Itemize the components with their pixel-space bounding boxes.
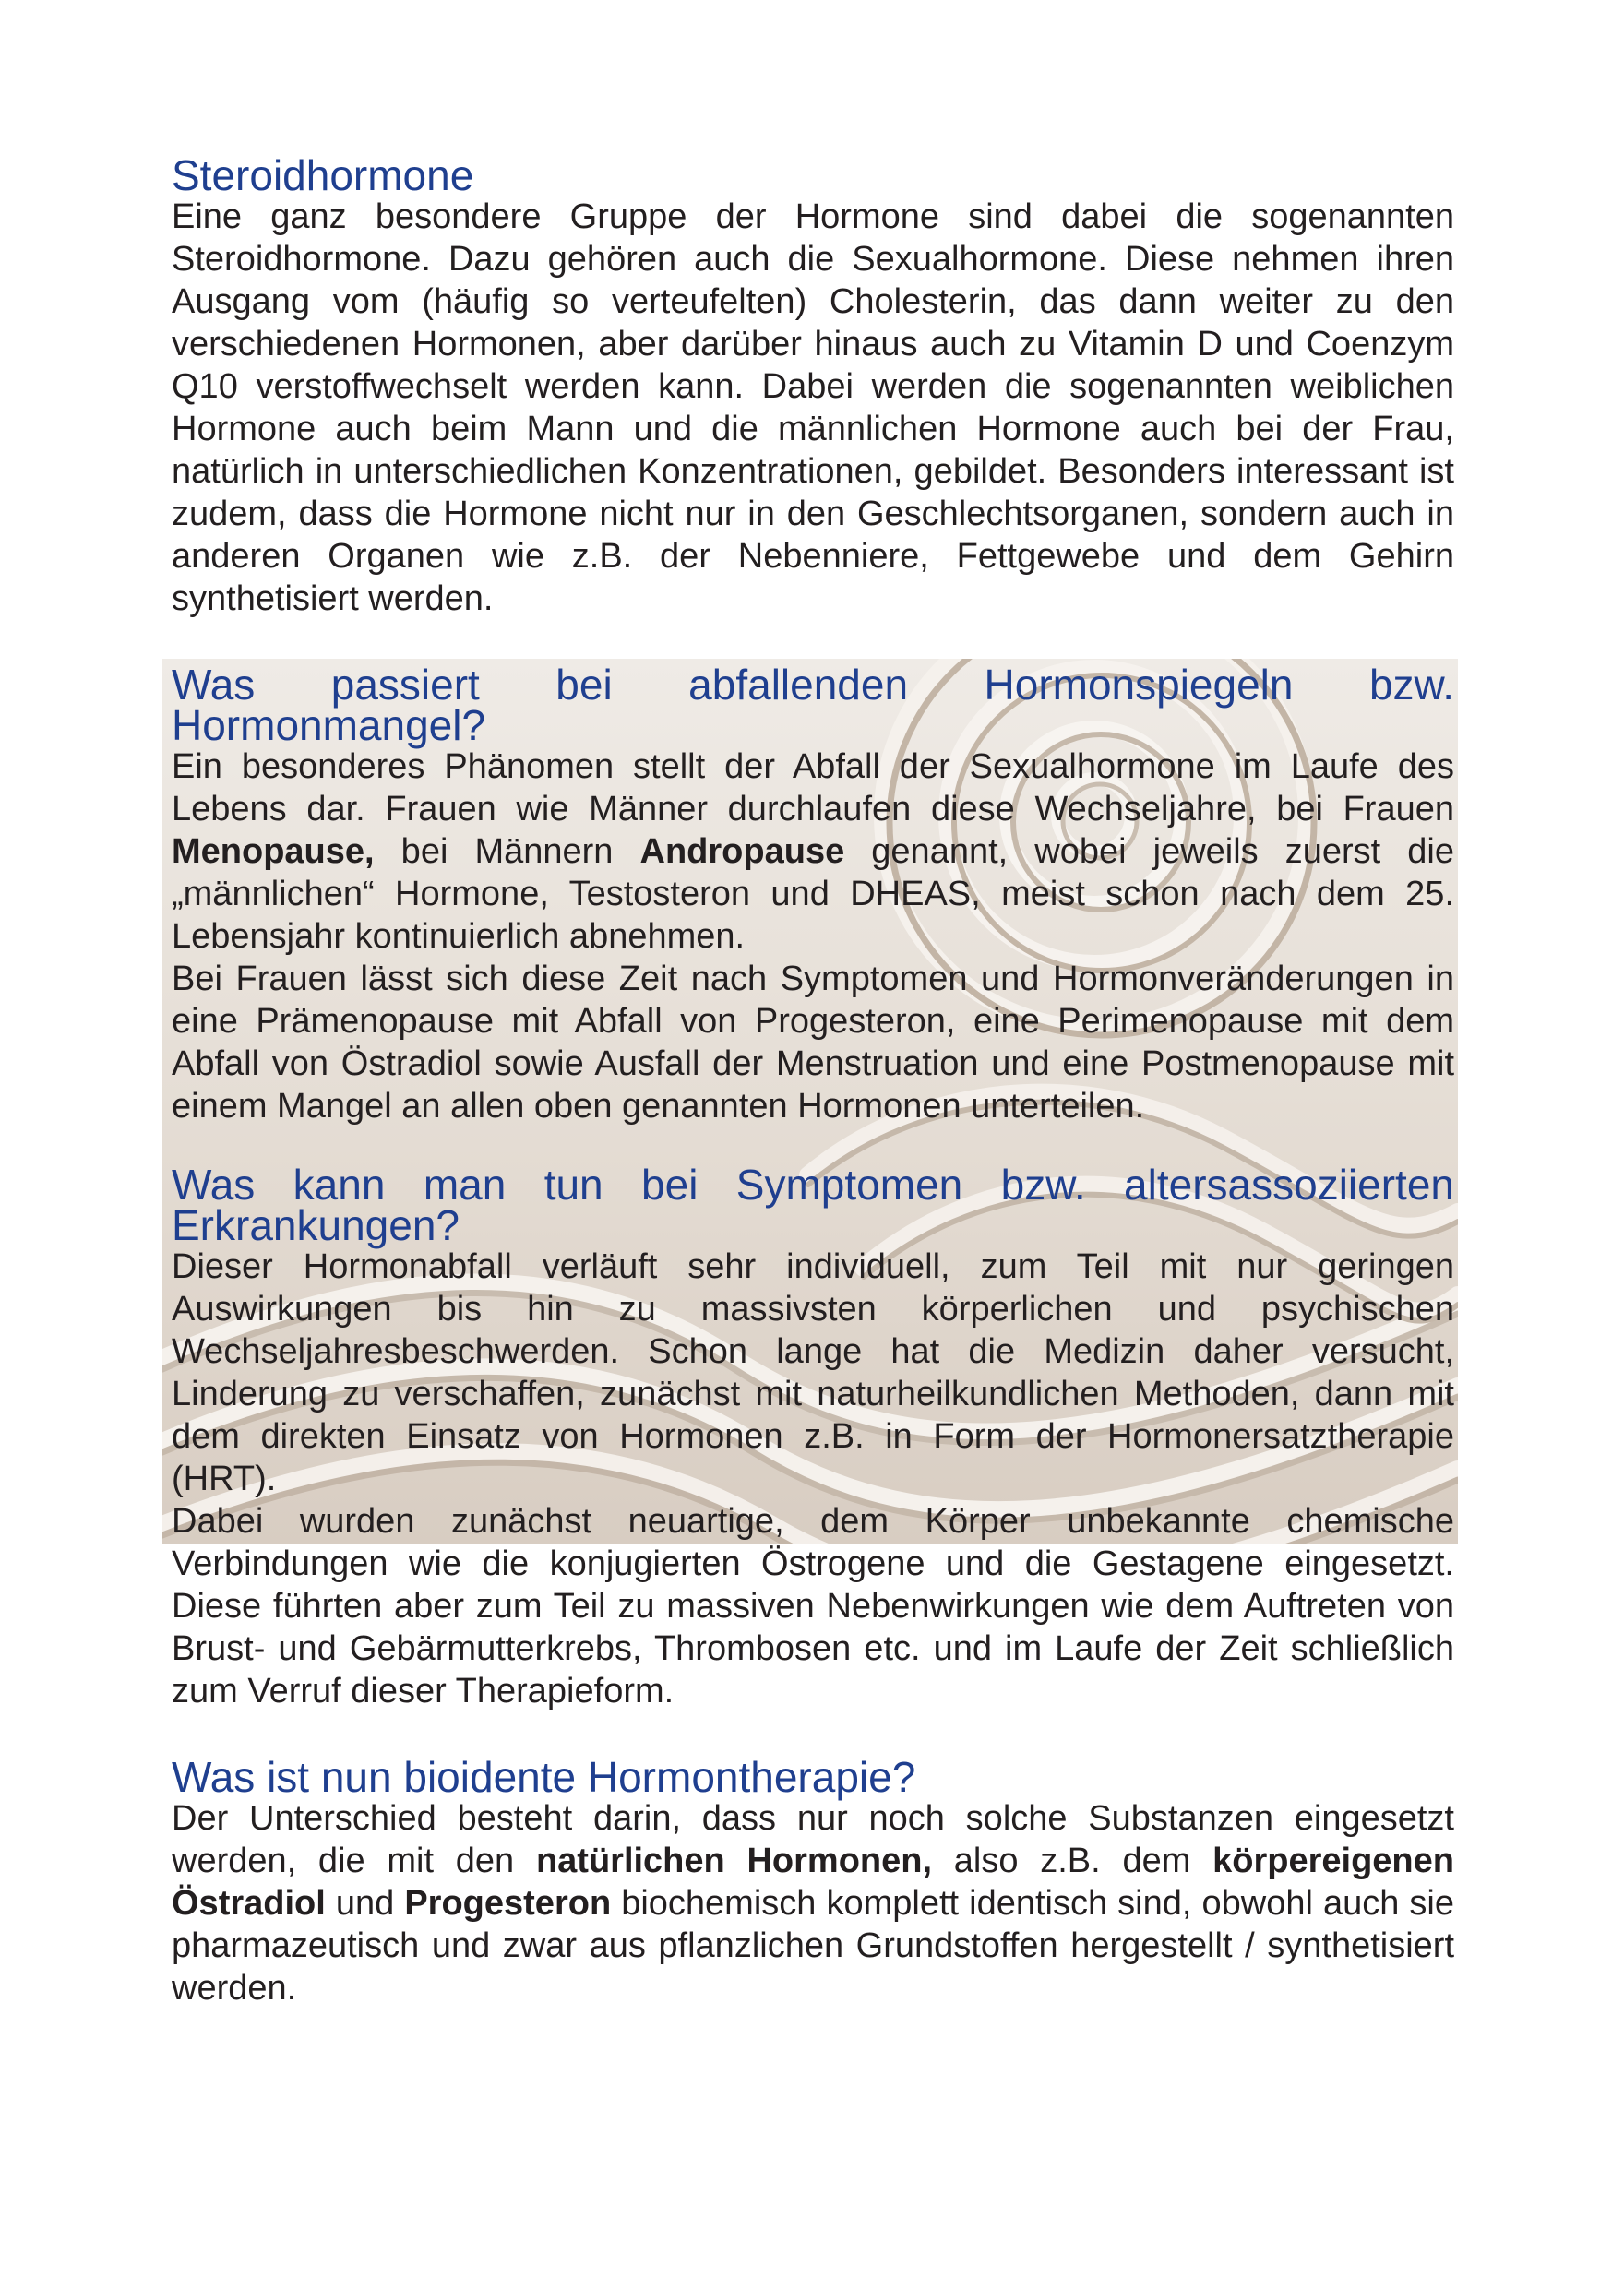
section-heading-hormonmangel: Was passiert bei abfallenden Hormonspiegeln bzw. Hormonmangel?: [172, 661, 1454, 749]
paragraph-symptome-1: [172, 1246, 1454, 1500]
paragraph-text: also z.B. dem: [932, 1842, 1213, 1880]
bold-term-menopause: Menopause,: [172, 832, 375, 871]
paragraph-bioidente-therapie: [172, 1797, 1454, 2009]
section-heading-symptome: Was kann man tun bei Symptomen bzw. altersassoziierten Erkrankungen?: [172, 1161, 1454, 1249]
paragraph-text: Bei Frauen lässt sich diese Zeit nach Symptomen und Hormonveränderungen in eine Prämenopause mit Abfall von Progesteron, eine Perimenopause mit dem Abfall von Östradiol sowie Ausfall der Menstruation und eine Postmenopause mit einem Mangel an allen oben genannten Hormonen unterteilen.: [172, 960, 1454, 1126]
bold-term-progesteron: Progesteron: [404, 1884, 612, 1923]
section-heading-bioidente-therapie: Was ist nun bioidente Hormontherapie?: [172, 1753, 916, 1801]
bold-term-andropause: Andropause: [639, 832, 845, 871]
paragraph-text: Ein besonderes Phänomen stellt der Abfall der Sexualhormone im Laufe des Lebens dar. Frauen wie Männer durchlaufen diese Wechseljahre, bei Frauen: [172, 747, 1454, 829]
paragraph-text: genannt, wobei jeweils zuerst die „männlichen“ Hormone, Testosteron und DHEAS, meist schon nach dem 25. Lebensjahr kontinuierlich abnehmen.: [172, 832, 1454, 956]
bold-term-oestradiol: körpereigenen Östradiol: [172, 1842, 1454, 1923]
paragraph-hormonmangel-1: [172, 745, 1454, 958]
bold-term-natuerliche-hormone: natürlichen Hormonen,: [535, 1842, 933, 1880]
paragraph-text: Eine ganz besondere Gruppe der Hormone sind dabei die sogenannten Steroidhormone. Dazu gehören auch die Sexualhormone. Diese nehmen ihren Ausgang vom (häufig so verteufelten) Cholesterin, das dann weiter zu den verschiedenen Hormonen, aber darüber hinaus auch zu Vitamin D und Coenzym Q10 verstoffwechselt werden kann. Dabei werden die sogenannten weiblichen Hormone auch beim Mann und die männlichen Hormone auch bei der Frau, natürlich in unterschiedlichen Konzentrationen, gebildet. Besonders interessant ist zudem, dass die Hormone nicht nur in den Geschlechtsorganen, sondern auch in anderen Organen wie z.B. der Nebenniere, Fettgewebe und dem Gehirn synthetisiert werden.: [172, 197, 1454, 618]
paragraph-symptome-2: [172, 1500, 1454, 1712]
paragraph-text: Dabei wurden zunächst neuartige, dem Körper unbekannte chemische Verbindungen wie die konjugierten Östrogene und die Gestagene eingesetzt. Diese führten aber zum Teil zu massiven Nebenwirkungen wie dem Auftreten von Brust- und Gebärmutterkrebs, Thrombosen etc. und im Laufe der Zeit schließlich zum Verruf dieser Therapieform.: [172, 1502, 1454, 1711]
section-heading-steroidhormone: Steroidhormone: [172, 151, 474, 199]
paragraph-text: Der Unterschied besteht darin, dass nur noch solche Substanzen eingesetzt werden, die mit den: [172, 1799, 1454, 1880]
paragraph-steroidhormone: [172, 196, 1454, 620]
paragraph-text: und: [325, 1884, 405, 1923]
article-content: [172, 151, 1454, 2009]
paragraph-text: Dieser Hormonabfall verläuft sehr individuell, zum Teil mit nur geringen Auswirkungen bis hin zu massivsten körperlichen und psychischen Wechseljahresbeschwerden. Schon lange hat die Medizin daher versucht, Linderung zu verschaffen, zunächst mit naturheilkundlichen Methoden, dann mit dem direkten Einsatz von Hormonen z.B. in Form der Hormonersatztherapie (HRT).: [172, 1247, 1454, 1498]
paragraph-hormonmangel-2: [172, 958, 1454, 1127]
paragraph-text: biochemisch komplett identisch sind, obwohl auch sie pharmazeutisch und zwar aus pflanzlichen Grundstoffen hergestellt / synthetisiert werden.: [172, 1884, 1454, 2008]
paragraph-text: bei Männern: [374, 832, 640, 871]
